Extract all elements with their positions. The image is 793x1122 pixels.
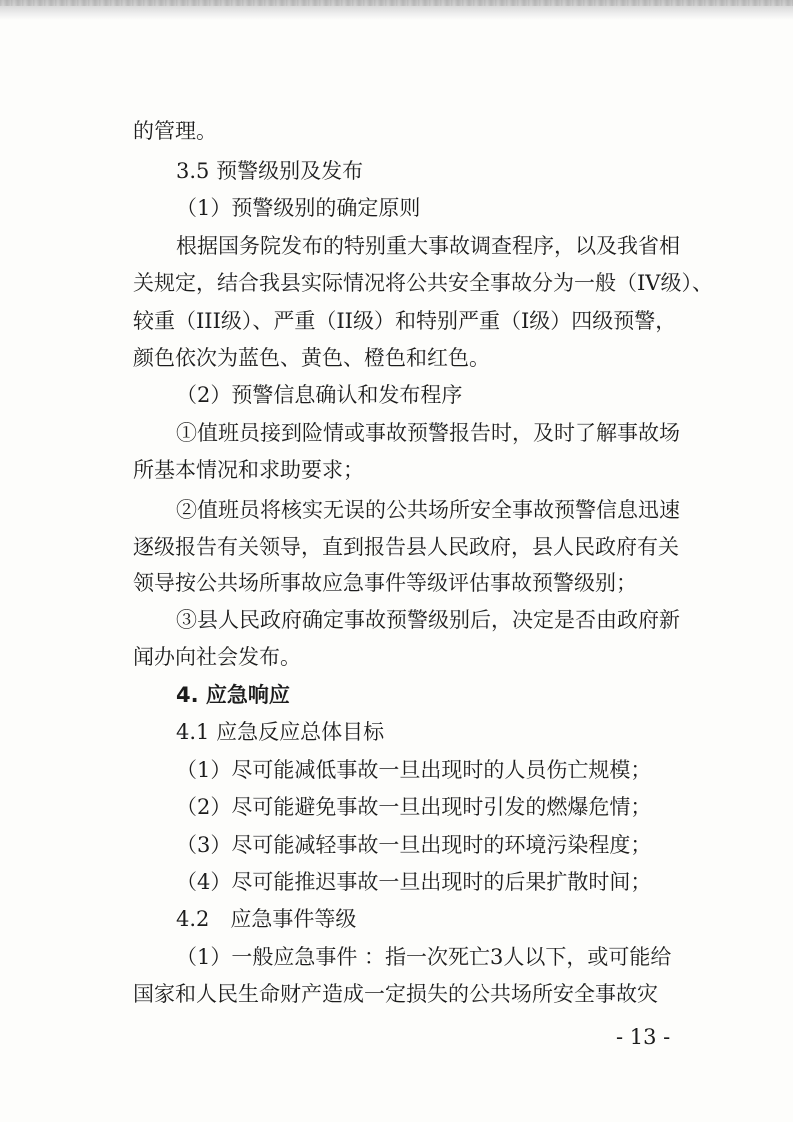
section-heading-4: 4. 应急响应 <box>176 683 290 707</box>
section-heading-4-1: 4.1 应急反应总体目标 <box>176 720 385 744</box>
subheading-warning-procedure: （2）预警信息确认和发布程序 <box>176 383 463 407</box>
text-line-13: 领导按公共场所事故应急事件等级评估事故预警级别； <box>133 571 637 595</box>
page-number: - 13 - <box>616 1025 671 1049</box>
goal-item-1: （1）尽可能减低事故一旦出现时的人员伤亡规模； <box>176 758 652 782</box>
text-line-24: 国家和人民生命财产造成一定损失的公共场所安全事故灾 <box>133 982 658 1006</box>
goal-item-3: （3）尽可能减轻事故一旦出现时的环境污染程度； <box>176 833 652 857</box>
section-heading-4-2: 4.2 应急事件等级 <box>176 907 357 931</box>
text-line-12: 逐级报告有关领导，直到报告县人民政府，县人民政府有关 <box>133 535 679 559</box>
text-line-4: 根据国务院发布的特别重大事故调查程序，以及我省相 <box>176 234 680 258</box>
text-line-11: ②值班员将核实无误的公共场所安全事故预警信息迅速 <box>176 498 680 522</box>
subheading-warning-principle: （1）预警级别的确定原则 <box>176 196 421 220</box>
scan-edge-shadow <box>0 0 793 20</box>
text-line-14: ③县人民政府确定事故预警级别后，决定是否由政府新 <box>176 608 680 632</box>
text-line-23: （1）一般应急事件 ：指一次死亡3人以下，或可能给 <box>176 945 672 969</box>
text-line-5: 关规定，结合我县实际情况将公共安全事故分为一般（IV级）、 <box>133 271 713 295</box>
text-line-1: 的管理。 <box>133 119 217 143</box>
goal-item-2: （2）尽可能避免事故一旦出现时引发的燃爆危情； <box>176 795 652 819</box>
text-line-15: 闻办向社会发布。 <box>133 645 301 669</box>
goal-item-4: （4）尽可能推迟事故一旦出现时的后果扩散时间； <box>176 870 652 894</box>
text-line-6: 较重（III级）、严重（II级）和特别严重（I级）四级预警， <box>133 309 677 333</box>
text-line-7: 颜色依次为蓝色、黄色、橙色和红色。 <box>133 346 490 370</box>
text-line-10: 所基本情况和求助要求； <box>133 458 364 482</box>
section-heading-3-5: 3.5 预警级别及发布 <box>176 159 364 183</box>
text-line-9: ①值班员接到险情或事故预警报告时，及时了解事故场 <box>176 421 680 445</box>
